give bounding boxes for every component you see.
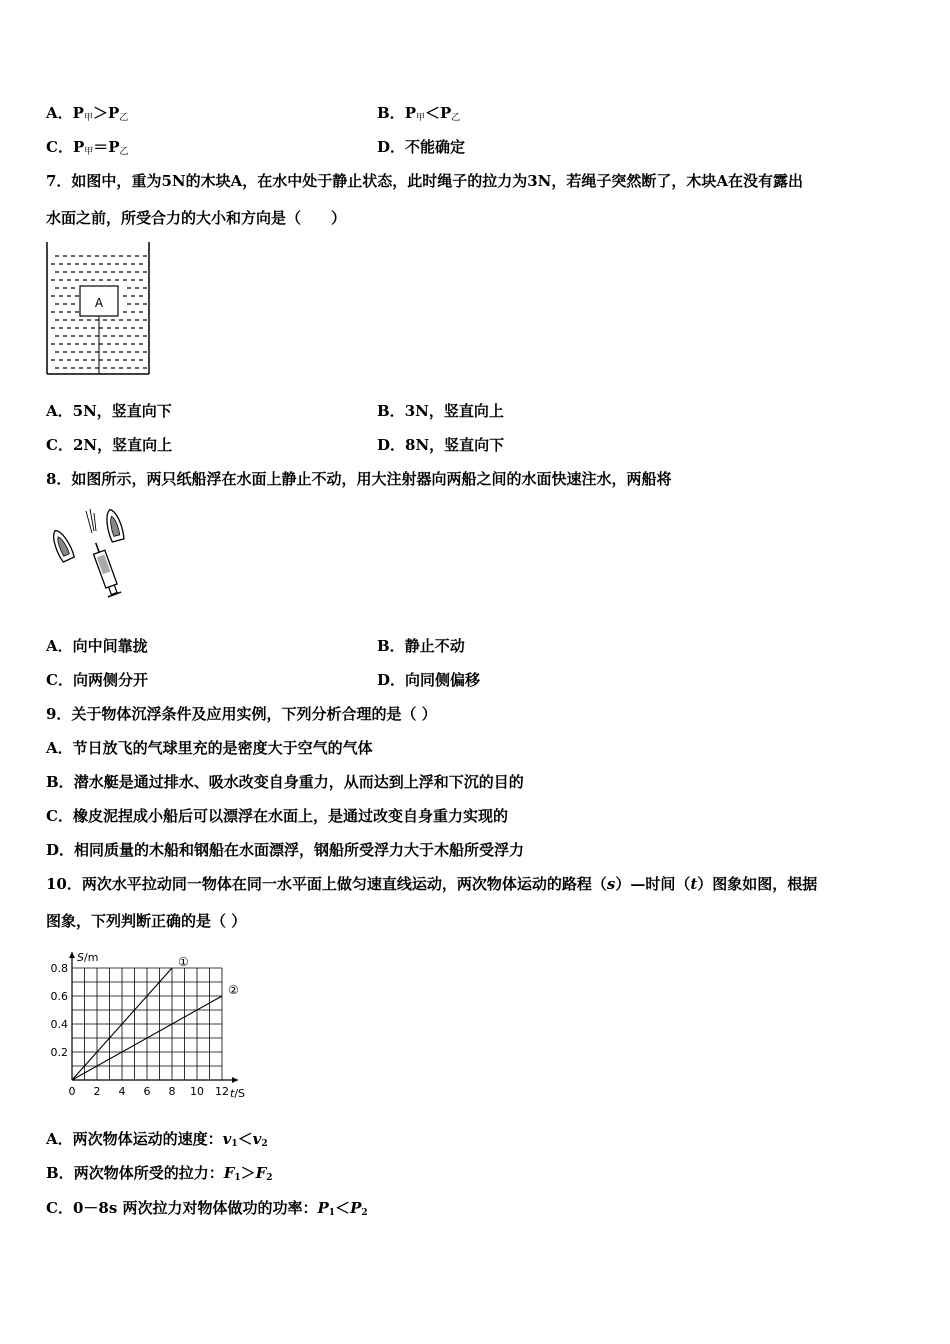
- chart-grid: [72, 968, 222, 1080]
- water-jet: [86, 509, 96, 533]
- q10-stem-line1: 10．两次水平拉动同一物体在同一水平面上做匀速直线运动，两次物体运动的路程（s）—时间（t）图象如图，根据: [46, 875, 818, 893]
- block-a-label: A: [94, 296, 104, 310]
- y-tick-label: 0.4: [50, 1018, 68, 1031]
- q7-figure-tank: [44, 240, 154, 378]
- right-boat: [103, 508, 125, 542]
- x-axis-arrow: [232, 1077, 238, 1083]
- q8-figure-boats-syringe: [48, 503, 138, 603]
- q10-option-c: C．0－8s 两次拉力对物体做功的功率：P1＜P2: [46, 1199, 368, 1218]
- q6-option-b: B．$P_甲<P_乙$: [377, 104, 461, 123]
- q7-option-c: C．2N，竖直向上: [46, 436, 173, 454]
- q9-option-a: A．节日放飞的气球里充的是密度大于空气的气体: [46, 739, 373, 757]
- q6-option-d: D．不能确定: [377, 138, 466, 156]
- y-tick-label: 0.2: [50, 1046, 68, 1059]
- q7-stem-line1: 7．如图中，重为5N的木块A，在水中处于静止状态，此时绳子的拉力为3N，若绳子突然断了，木块A在没有露出: [46, 172, 804, 190]
- x-tick-label: 0: [68, 1085, 76, 1098]
- q8-option-a: A．向中间靠拢: [46, 637, 148, 655]
- chart-labels: [77, 951, 245, 1100]
- q9-option-d: D．相同质量的木船和钢船在水面漂浮，钢船所受浮力大于木船所受浮力: [46, 841, 525, 859]
- x-axis-label-var: t: [230, 1087, 235, 1100]
- x-tick-label: 6: [143, 1085, 151, 1098]
- q9-option-c: C．橡皮泥捏成小船后可以漂浮在水面上，是通过改变自身重力实现的: [46, 807, 508, 825]
- x-tick-label: 8: [168, 1085, 176, 1098]
- q8-option-c: C．向两侧分开: [46, 671, 148, 689]
- q6-option-c: C．$P_甲=P_乙$: [46, 138, 129, 157]
- x-axis-label-unit: /S: [234, 1087, 246, 1100]
- q7-stem-line2: 水面之前，所受合力的大小和方向是（ ）: [46, 209, 347, 227]
- q8-stem: 8．如图所示，两只纸船浮在水面上静止不动，用大注射器向两船之间的水面快速注水，两船将: [46, 470, 672, 488]
- syringe: [89, 540, 121, 596]
- x-tick-label: 10: [190, 1085, 204, 1098]
- chart-axes: [69, 952, 238, 1083]
- q10-option-a: A．两次物体运动的速度：v1＜v2: [46, 1130, 268, 1149]
- x-axis-label: [230, 1087, 245, 1100]
- x-tick-label: 12: [215, 1085, 229, 1098]
- q10-st-chart: [40, 940, 270, 1102]
- x-tick-label: 4: [118, 1085, 126, 1098]
- q8-option-b: B．静止不动: [377, 637, 465, 655]
- series-label-2: ②: [228, 983, 239, 997]
- q6-option-a: A．$P_甲>P_乙$: [46, 104, 129, 123]
- q8-option-d: D．向同侧偏移: [377, 671, 481, 689]
- left-boat: [49, 528, 75, 563]
- y-axis-label-var: S: [77, 951, 84, 964]
- x-tick-label: 2: [93, 1085, 101, 1098]
- y-axis-arrow: [69, 952, 75, 958]
- q10-option-b: B．两次物体所受的拉力：F1＞F2: [46, 1164, 273, 1183]
- y-axis-label-unit: /m: [83, 951, 99, 964]
- q9-stem: 9．关于物体沉浮条件及应用实例，下列分析合理的是（ ）: [46, 705, 437, 723]
- series-label-1: ①: [178, 955, 189, 969]
- q7-option-a: A．5N，竖直向下: [46, 402, 172, 420]
- y-tick-label: 0.6: [50, 990, 68, 1003]
- q10-stem-line2: 图象，下列判断正确的是（ ）: [46, 912, 247, 930]
- y-axis-label: [77, 951, 98, 964]
- q7-option-d: D．8N，竖直向下: [377, 436, 505, 454]
- y-tick-label: 0.8: [50, 962, 68, 975]
- q7-option-b: B．3N，竖直向上: [377, 402, 504, 420]
- q9-option-b: B．潜水艇是通过排水、吸水改变自身重力，从而达到上浮和下沉的目的: [46, 773, 524, 791]
